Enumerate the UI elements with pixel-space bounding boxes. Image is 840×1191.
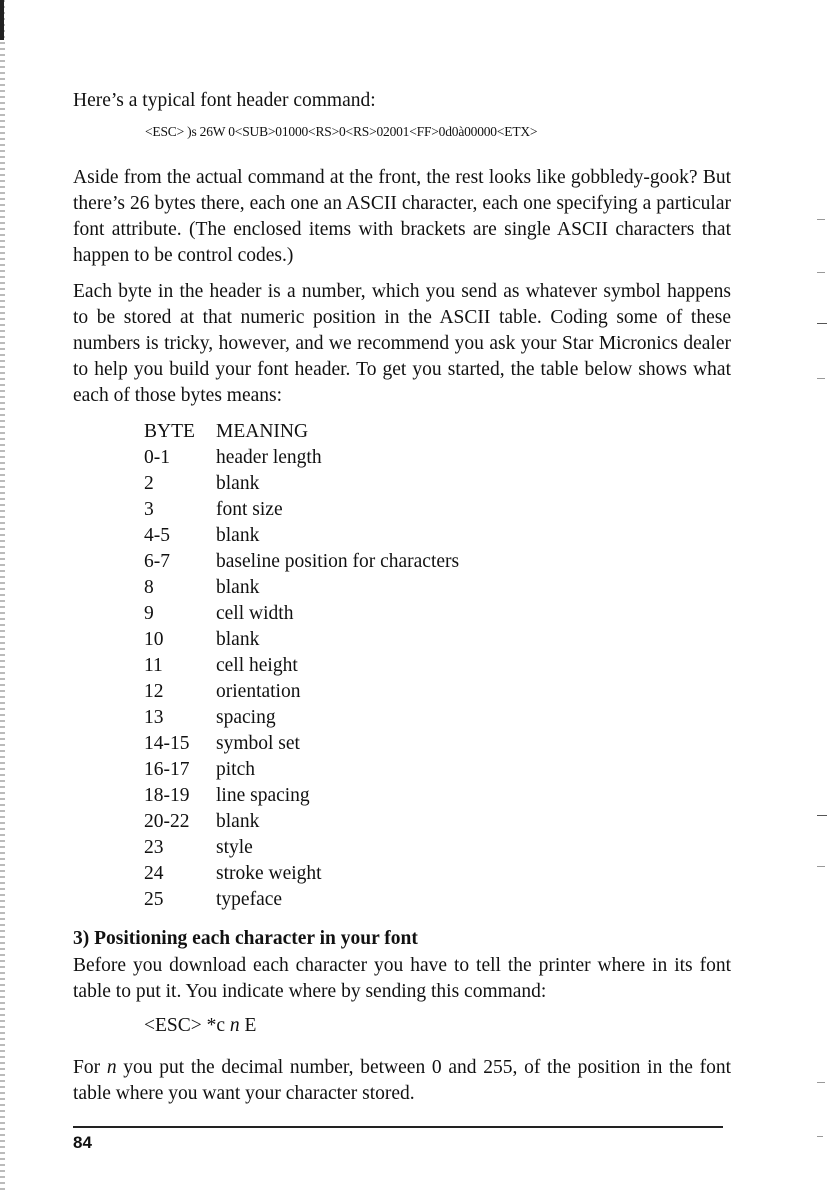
byte-cell: 23: [144, 837, 164, 858]
byte-cell: 10: [144, 629, 164, 650]
byte-cell: 0-1: [144, 447, 170, 468]
paragraph-each-byte: Each byte in the header is a number, which you send as whatever symbol happens to be stored at that numeric position in the ASCII table. Coding some of these numbers is tricky, however, and we recommend you ask your Star Micronics dealer to help you build your font header. To get you started, the table below shows what each of those bytes means:: [73, 281, 731, 406]
meaning-cell: spacing: [216, 707, 276, 728]
scan-mark: [817, 1082, 825, 1083]
paragraph-rest: you put the decimal number, between 0 and 255, of the position in the font table where you want your character stored.: [73, 1057, 731, 1104]
paragraph-lead: For: [73, 1057, 107, 1078]
command-variable: n: [229, 1015, 240, 1036]
scan-mark: [817, 272, 825, 273]
byte-cell: 12: [144, 681, 164, 702]
byte-cell: 14-15: [144, 733, 190, 754]
paragraph-before: Before you download each character you have to tell the printer where in its font table to put it. You indicate where by sending this command:: [73, 955, 731, 1002]
scan-mark: [817, 323, 827, 324]
scan-mark: [817, 219, 825, 220]
command-positioning: [144, 1015, 256, 1037]
meaning-cell: orientation: [216, 681, 301, 702]
meaning-cell: stroke weight: [216, 863, 322, 884]
column-header-meaning: MEANING: [216, 421, 309, 442]
meaning-cell: baseline position for characters: [216, 551, 460, 572]
scan-mark: [817, 866, 825, 867]
byte-cell: 18-19: [144, 785, 190, 806]
meaning-cell: pitch: [216, 759, 255, 780]
footer-rule: [73, 1126, 723, 1128]
byte-cell: 24: [144, 863, 164, 884]
meaning-cell: style: [216, 837, 253, 858]
byte-cell: 6-7: [144, 551, 170, 572]
meaning-cell: typeface: [216, 889, 283, 910]
byte-cell: 9: [144, 603, 154, 624]
meaning-cell: font size: [216, 499, 283, 520]
meaning-cell: header length: [216, 447, 322, 468]
page-number: 84: [73, 1133, 92, 1152]
column-header-byte: BYTE: [144, 421, 195, 442]
scan-edge: [0, 0, 5, 1191]
paragraph-variable: n: [106, 1057, 117, 1078]
command-example: <ESC> )s 26W 0<SUB>01000<RS>0<RS>02001<FF>0d0à00000<ETX>: [145, 124, 538, 139]
byte-cell: 13: [144, 707, 164, 728]
section-heading: 3) Positioning each character in your font: [73, 928, 418, 949]
meaning-cell: blank: [216, 525, 260, 546]
meaning-cell: blank: [216, 473, 260, 494]
byte-cell: 16-17: [144, 759, 190, 780]
meaning-cell: blank: [216, 629, 260, 650]
command-prefix: <ESC> *c: [144, 1015, 230, 1036]
byte-cell: 25: [144, 889, 164, 910]
paragraph-for-n: [73, 1055, 731, 1107]
meaning-cell: symbol set: [216, 733, 300, 754]
scan-edge-mark: [0, 0, 4, 40]
byte-cell: 8: [144, 577, 154, 598]
byte-cell: 3: [144, 499, 154, 520]
paragraph-aside: Aside from the actual command at the front, the rest looks like gobbledy-gook? But there’s 26 bytes there, each one an ASCII character, each one specifying a particular font attribute. (The enclosed items with brackets are single ASCII characters that happen to be control codes.): [73, 167, 731, 266]
byte-cell: 11: [144, 655, 163, 676]
meaning-cell: cell height: [216, 655, 298, 676]
byte-cell: 20-22: [144, 811, 190, 832]
intro-text: Here’s a typical font header command:: [73, 90, 376, 111]
scan-mark: [817, 815, 827, 816]
scan-mark: [817, 378, 825, 379]
meaning-cell: line spacing: [216, 785, 310, 806]
command-suffix: E: [239, 1015, 257, 1036]
byte-cell: 4-5: [144, 525, 170, 546]
meaning-cell: cell width: [216, 603, 294, 624]
meaning-cell: blank: [216, 577, 260, 598]
byte-cell: 2: [144, 473, 154, 494]
meaning-cell: blank: [216, 811, 260, 832]
scan-mark: [817, 1136, 823, 1137]
